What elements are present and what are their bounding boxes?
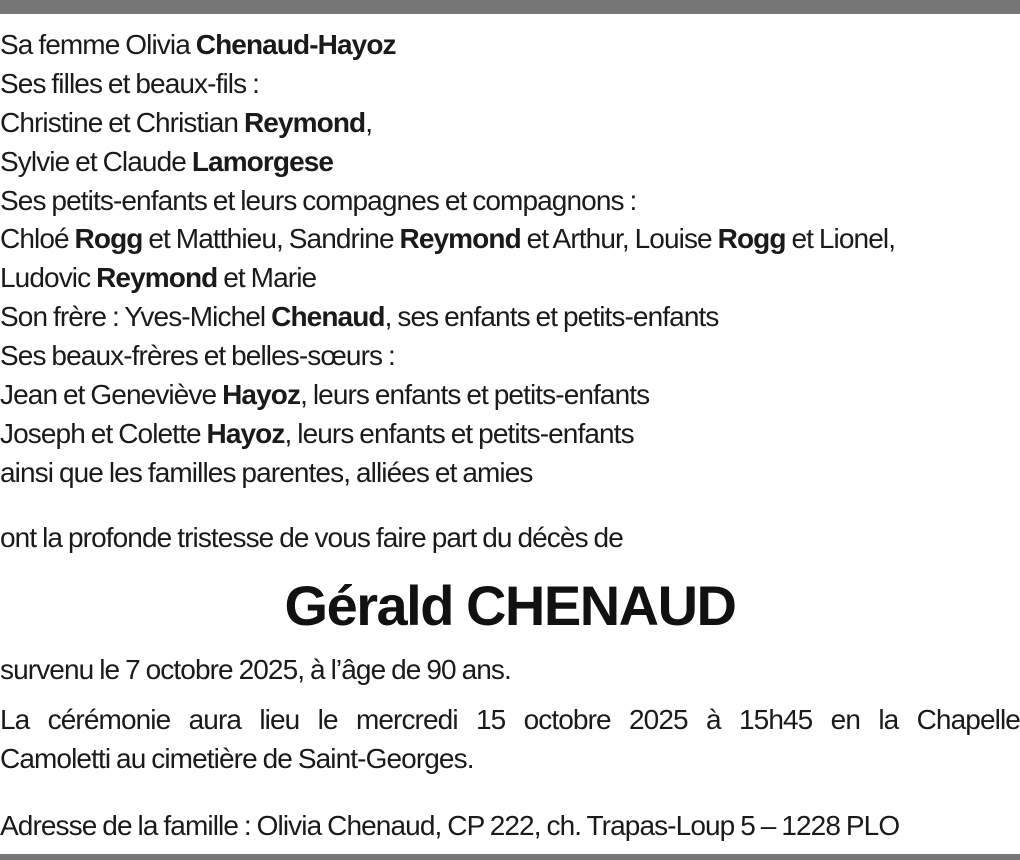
family-line: [0, 415, 1020, 454]
family-text: et Matthieu, Sandrine: [142, 223, 400, 255]
family-text: , leurs enfants et petits-enfants: [300, 379, 650, 411]
family-text: et Lionel,: [785, 223, 896, 255]
family-surname: Lamorgese: [191, 145, 334, 177]
family-line: [0, 298, 1020, 337]
family-text: Christine et Christian: [0, 106, 244, 138]
ceremony-word: cérémonie: [47, 704, 171, 735]
ceremony-line-2: Camoletti au cimetière de Saint-Georges.: [0, 743, 474, 774]
family-line: [0, 104, 1020, 143]
family-text: Sylvie et Claude: [0, 145, 192, 177]
ceremony-word: le: [317, 704, 338, 735]
ceremony-paragraph: [0, 700, 1020, 778]
family-surname: Rogg: [717, 223, 786, 255]
family-text: Joseph et Colette: [0, 417, 207, 449]
announcement-text: ont la profonde tristesse de vous faire part du décès de: [0, 522, 623, 553]
family-text: ainsi que les familles parentes, alliées et amies: [0, 456, 533, 488]
family-line: [0, 143, 1020, 182]
family-surname: Reymond: [399, 223, 521, 255]
family-line: [0, 454, 1020, 493]
family-text: et Marie: [217, 262, 317, 294]
death-info-text: survenu le 7 octobre 2025, à l’âge de 90 ans.: [0, 654, 511, 685]
family-text: Ses beaux-frères et belles-sœurs :: [0, 340, 395, 372]
family-surname: Hayoz: [206, 417, 285, 449]
ceremony-word: 15: [475, 704, 506, 735]
family-line: [0, 182, 1020, 221]
family-line: [0, 26, 1020, 65]
family-text: Ludovic: [0, 262, 97, 294]
family-text: , leurs enfants et petits-enfants: [284, 417, 634, 449]
family-list: [0, 26, 1020, 493]
ceremony-word: La: [0, 704, 30, 735]
family-surname: Rogg: [74, 223, 143, 255]
family-surname: Chenaud-Hayoz: [195, 29, 396, 60]
ceremony-word: Chapelle: [916, 704, 1020, 735]
ceremony-word: mercredi: [355, 704, 458, 735]
family-surname: Hayoz: [222, 379, 301, 411]
family-text: Son frère : Yves-Michel: [0, 301, 272, 333]
family-text: Jean et Geneviève: [0, 379, 223, 411]
family-text: Ses filles et beaux-fils :: [0, 67, 259, 99]
obituary-notice: [0, 26, 1020, 493]
family-line: [0, 337, 1020, 376]
ceremony-word: octobre: [523, 704, 611, 735]
family-text: Chloé: [0, 223, 75, 255]
family-line: [0, 65, 1020, 104]
deceased-name: Gérald CHENAUD: [284, 574, 736, 637]
bottom-rule: [0, 854, 1020, 860]
ceremony-word: en: [830, 704, 861, 735]
family-text: Sa femme Olivia: [0, 29, 196, 60]
family-text: et Arthur, Louise: [520, 223, 718, 255]
family-surname: Reymond: [96, 262, 218, 294]
family-surname: Chenaud: [271, 301, 385, 333]
ceremony-word: aura: [188, 704, 242, 735]
ceremony-word: à: [706, 704, 721, 735]
family-line: [0, 376, 1020, 415]
family-line: [0, 259, 1020, 298]
ceremony-word: lieu: [259, 704, 300, 735]
ceremony-word: 2025: [629, 704, 688, 735]
family-surname: Reymond: [243, 106, 366, 138]
top-rule: [0, 0, 1020, 14]
family-text: ,: [365, 106, 373, 138]
family-address: Adresse de la famille : Olivia Chenaud, CP 222, ch. Trapas-Loup 5 – 1228 PLO: [0, 810, 900, 841]
ceremony-line-1: [0, 700, 1020, 739]
family-text: , ses enfants et petits-enfants: [384, 301, 719, 333]
family-text: Ses petits-enfants et leurs compagnes et compagnons :: [0, 184, 637, 216]
family-line: [0, 220, 1020, 259]
ceremony-word: 15h45: [738, 704, 813, 735]
ceremony-word: la: [878, 704, 899, 735]
